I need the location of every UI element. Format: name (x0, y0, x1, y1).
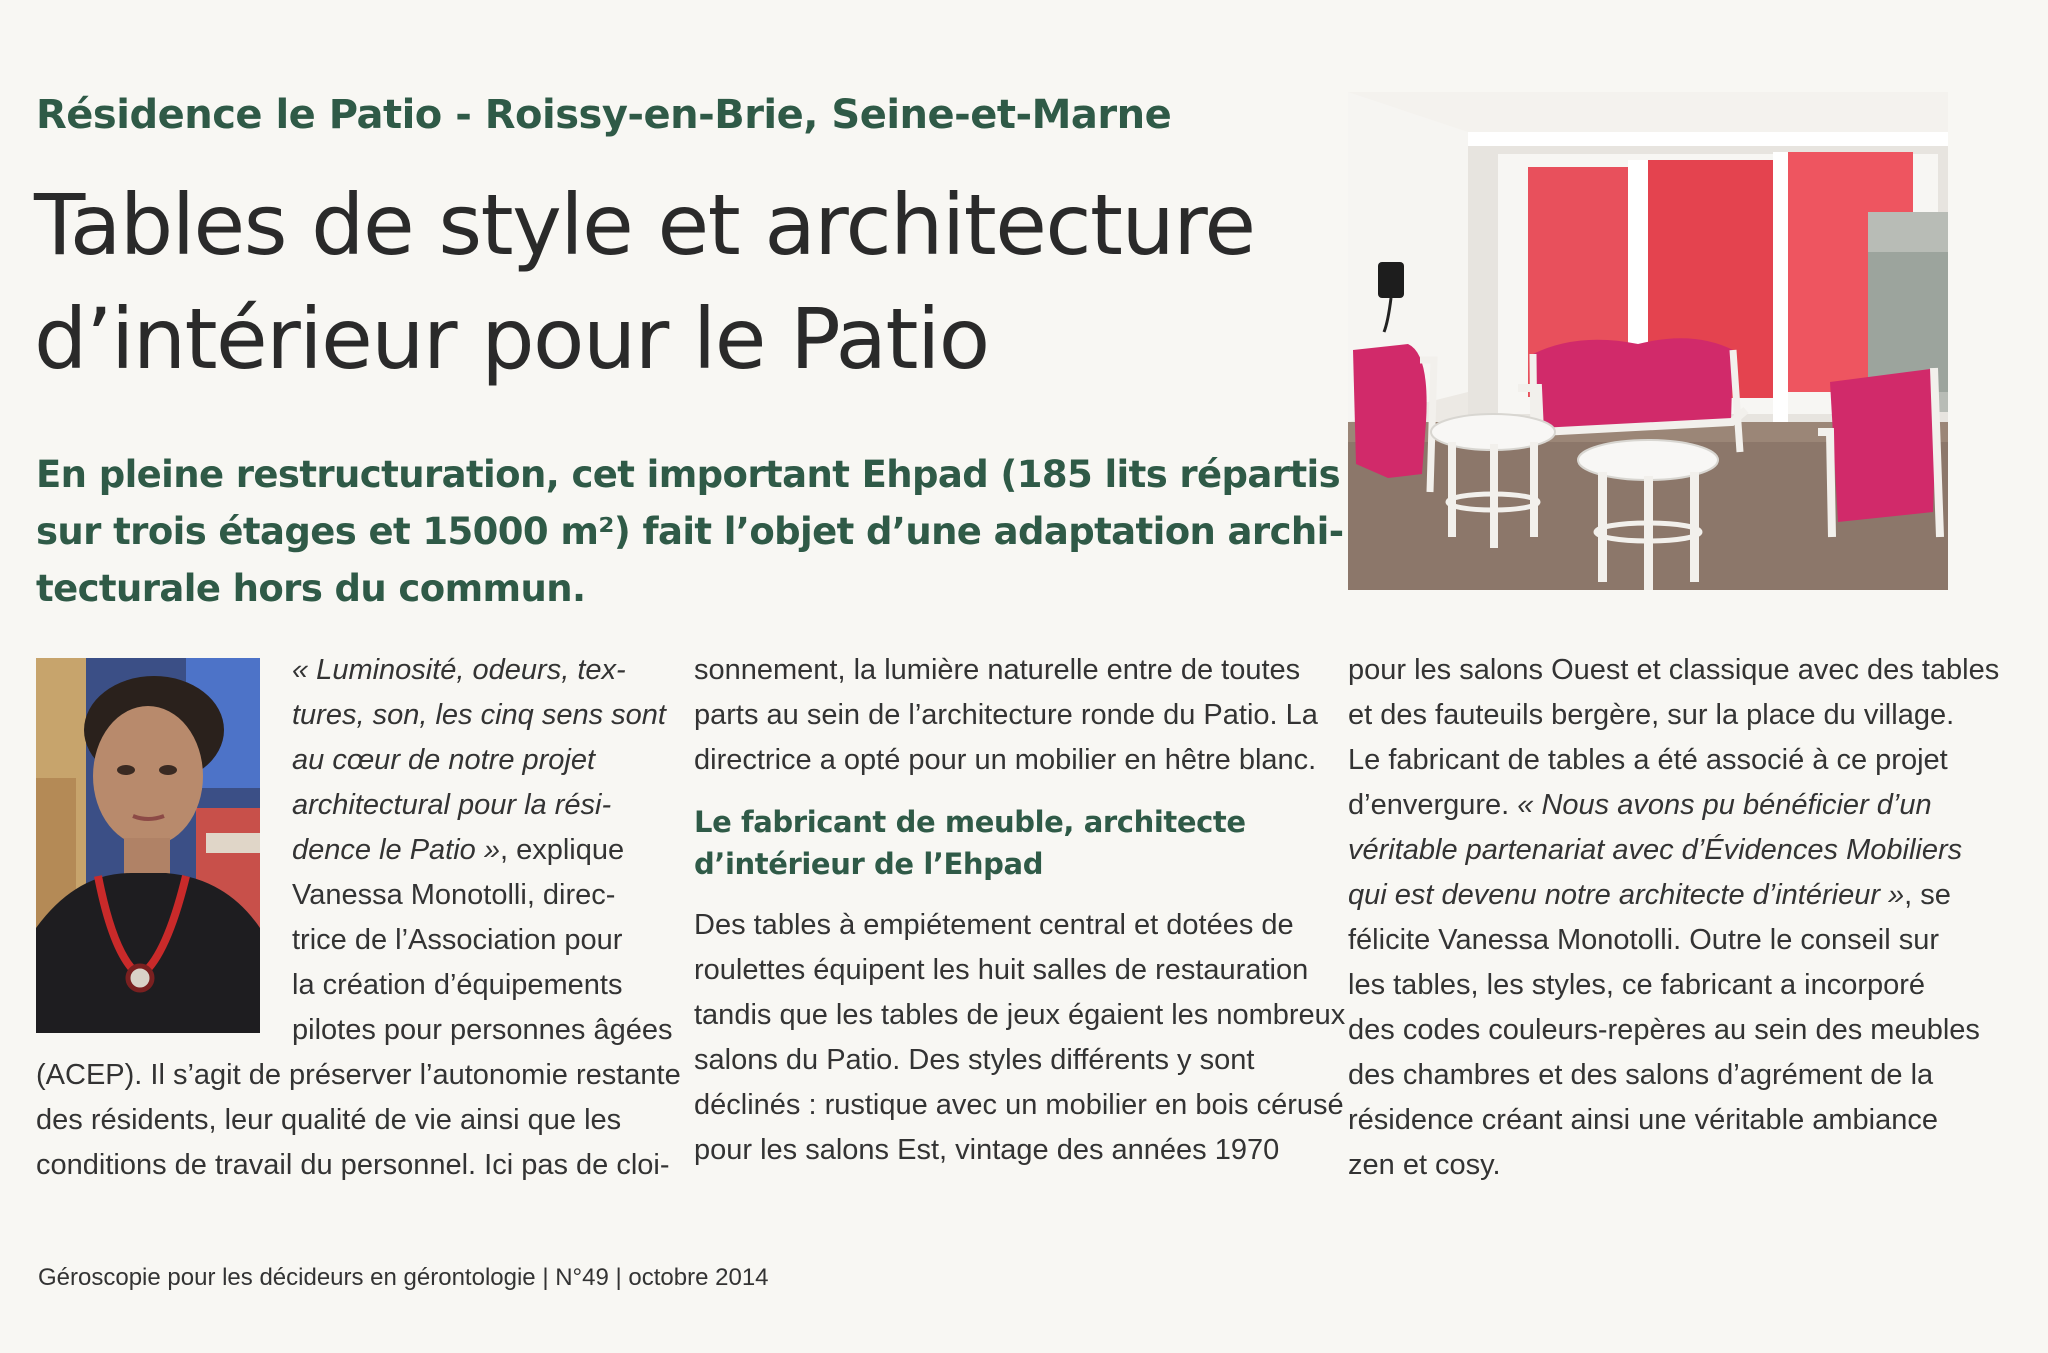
lede-line: En pleine restructuration, cet important Ehpad (185 lits répartis (36, 453, 1341, 496)
body-line: tandis que les tables de jeux égaient les nombreux (694, 999, 1346, 1031)
article-title (34, 168, 1334, 396)
body-line: parts au sein de l’architecture ronde du Patio. La (694, 699, 1318, 731)
body-line: déclinés : rustique avec un mobilier en bois cérusé (694, 1089, 1344, 1121)
body-line: roulettes équipent les huit salles de restauration (694, 954, 1309, 986)
kicker: Résidence le Patio - Roissy-en-Brie, Seine-et-Marne (36, 92, 1172, 138)
room-photo (1348, 92, 1948, 590)
lede-line: sur trois étages et 15000 m²) fait l’objet d’une adaptation archi- (36, 510, 1344, 553)
column-1-wrap (292, 648, 673, 1053)
title-line-1: Tables de style et architecture (34, 176, 1255, 274)
room-illustration (1348, 92, 1948, 590)
body-line: au cœur de notre projet (292, 744, 596, 776)
body-quote: « Nous avons pu bénéficier d’un (1517, 789, 1932, 821)
subhead-line: Le fabricant de meuble, architecte (694, 805, 1246, 839)
body-line: des chambres et des salons d’agrément de la (1348, 1059, 1934, 1091)
body-line: (ACEP). Il s’agit de préserver l’autonomie restante (36, 1059, 681, 1091)
body-line: « Luminosité, odeurs, tex- (292, 654, 626, 686)
body-text: d’envergure. (1348, 789, 1518, 821)
body-line: félicite Vanessa Monotolli. Outre le conseil sur (1348, 924, 1940, 956)
body-quote: qui est devenu notre architecte d’intérieur » (1348, 879, 1905, 911)
body-text: , se (1904, 879, 1951, 911)
body-line: pilotes pour personnes âgées (292, 1014, 673, 1046)
body-line: des codes couleurs-repères au sein des meubles (1348, 1014, 1980, 1046)
body-line: sonnement, la lumière naturelle entre de toutes (694, 654, 1301, 686)
column-2 (694, 648, 1346, 1173)
body-line: la création d’équipements (292, 969, 623, 1001)
body-line: véritable partenariat avec d’Évidences Mobiliers (1348, 834, 1963, 866)
body-line: pour les salons Ouest et classique avec des tables (1348, 654, 2000, 686)
body-text: , explique (499, 834, 625, 866)
portrait-photo (36, 658, 260, 1033)
body-line: directrice a opté pour un mobilier en hêtre blanc. (694, 744, 1317, 776)
body-line: trice de l’Association pour (292, 924, 623, 956)
body-line: pour les salons Est, vintage des années 1970 (694, 1134, 1280, 1166)
title-line-2: d’intérieur pour le Patio (34, 290, 989, 388)
body-line: tures, son, les cinq sens sont (292, 699, 666, 731)
column-1-full (36, 1053, 681, 1188)
portrait-illustration (36, 658, 260, 1033)
lede-line: tecturale hors du commun. (36, 567, 586, 610)
body-quote: dence le Patio » (292, 834, 500, 866)
lede (36, 446, 1344, 617)
subhead (694, 801, 1300, 885)
body-line: Le fabricant de tables a été associé à ce projet (1348, 744, 1948, 776)
body-line: les tables, les styles, ce fabricant a incorporé (1348, 969, 1926, 1001)
page-footer: Géroscopie pour les décideurs en gérontologie | N°49 | octobre 2014 (38, 1264, 769, 1291)
body-line: Des tables à empiétement central et dotées de (694, 909, 1294, 941)
column-3 (1348, 648, 2000, 1188)
body-line: des résidents, leur qualité de vie ainsi que les (36, 1104, 622, 1136)
body-line: résidence créant ainsi une véritable ambiance (1348, 1104, 1939, 1136)
body-line: architectural pour la rési- (292, 789, 612, 821)
body-line: et des fauteuils bergère, sur la place du village. (1348, 699, 1955, 731)
body-line: salons du Patio. Des styles différents y sont (694, 1044, 1255, 1076)
body-line: zen et cosy. (1348, 1149, 1501, 1181)
body-line: conditions de travail du personnel. Ici pas de cloi- (36, 1149, 670, 1181)
subhead-line: d’intérieur de l’Ehpad (694, 847, 1044, 881)
body-line: Vanessa Monotolli, direc- (292, 879, 616, 911)
